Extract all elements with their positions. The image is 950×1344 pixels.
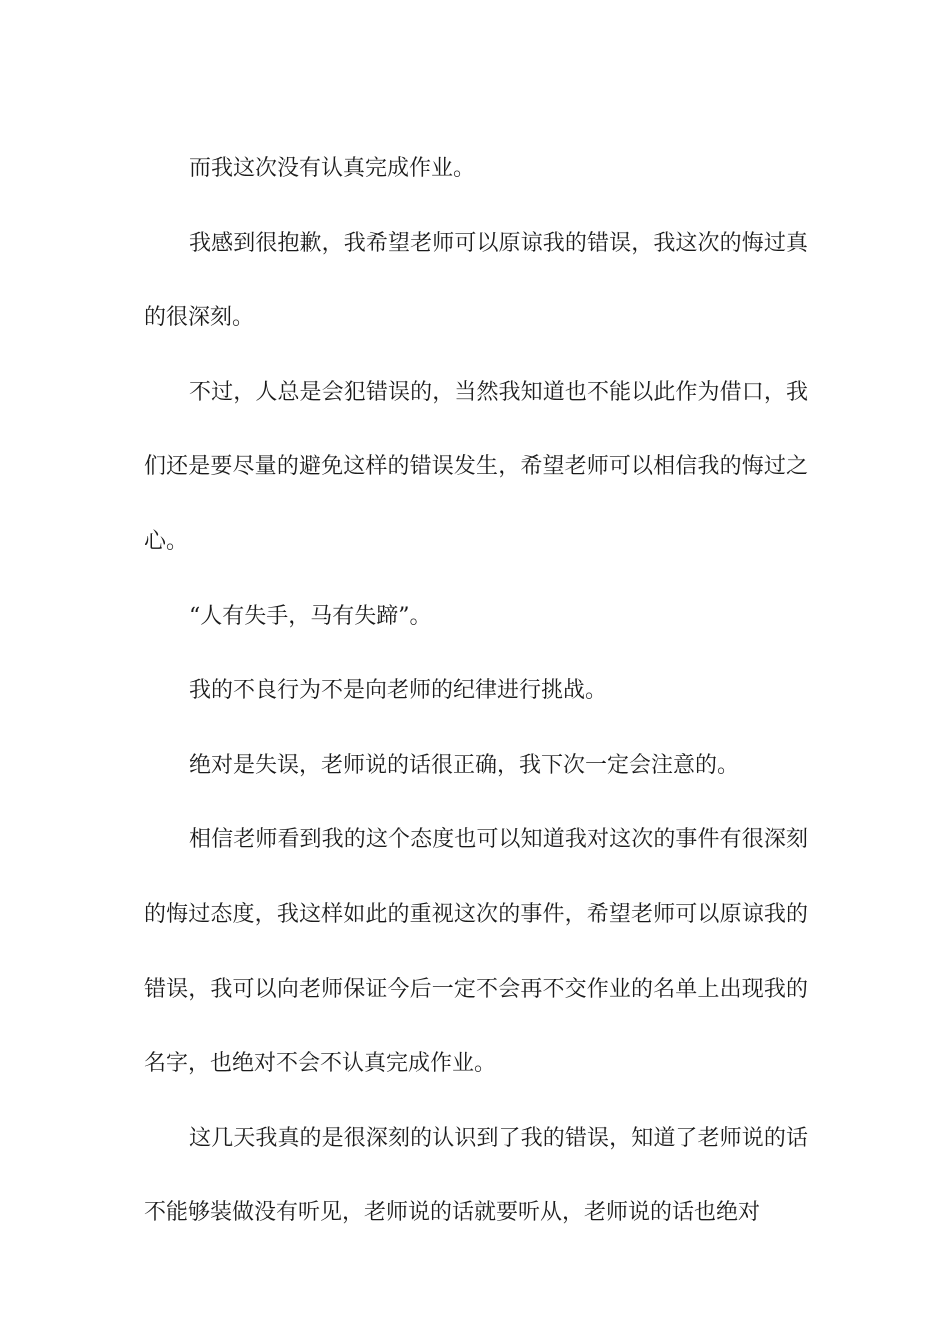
paragraph: 我感到很抱歉，我希望老师可以原谅我的错误，我这次的悔过真的很深刻。 (144, 230, 808, 331)
paragraph: 不过，人总是会犯错误的，当然我知道也不能以此作为借口，我们还是要尽量的避免这样的错误发生，希望老师可以相信我的悔过之心。 (144, 379, 808, 554)
paragraph: 这几天我真的是很深刻的认识到了我的错误，知道了老师说的话不能够装做没有听见，老师说的话就要听从，老师说的话也绝对 (144, 1125, 808, 1226)
paragraph: 相信老师看到我的这个态度也可以知道我对这次的事件有很深刻的悔过态度，我这样如此的重视这次的事件，希望老师可以原谅我的错误，我可以向老师保证今后一定不会再不交作业的名单上出现我的名字，也绝对不会不认真完成作业。 (144, 827, 808, 1077)
document-body (144, 132, 808, 1251)
paragraph: 我的不良行为不是向老师的纪律进行挑战。 (189, 678, 608, 704)
paragraph: “人有失手，马有失蹄”。 (189, 603, 432, 629)
paragraph: 而我这次没有认真完成作业。 (189, 156, 476, 181)
paragraph: 绝对是失误，老师说的话很正确，我下次一定会注意的。 (189, 752, 740, 778)
